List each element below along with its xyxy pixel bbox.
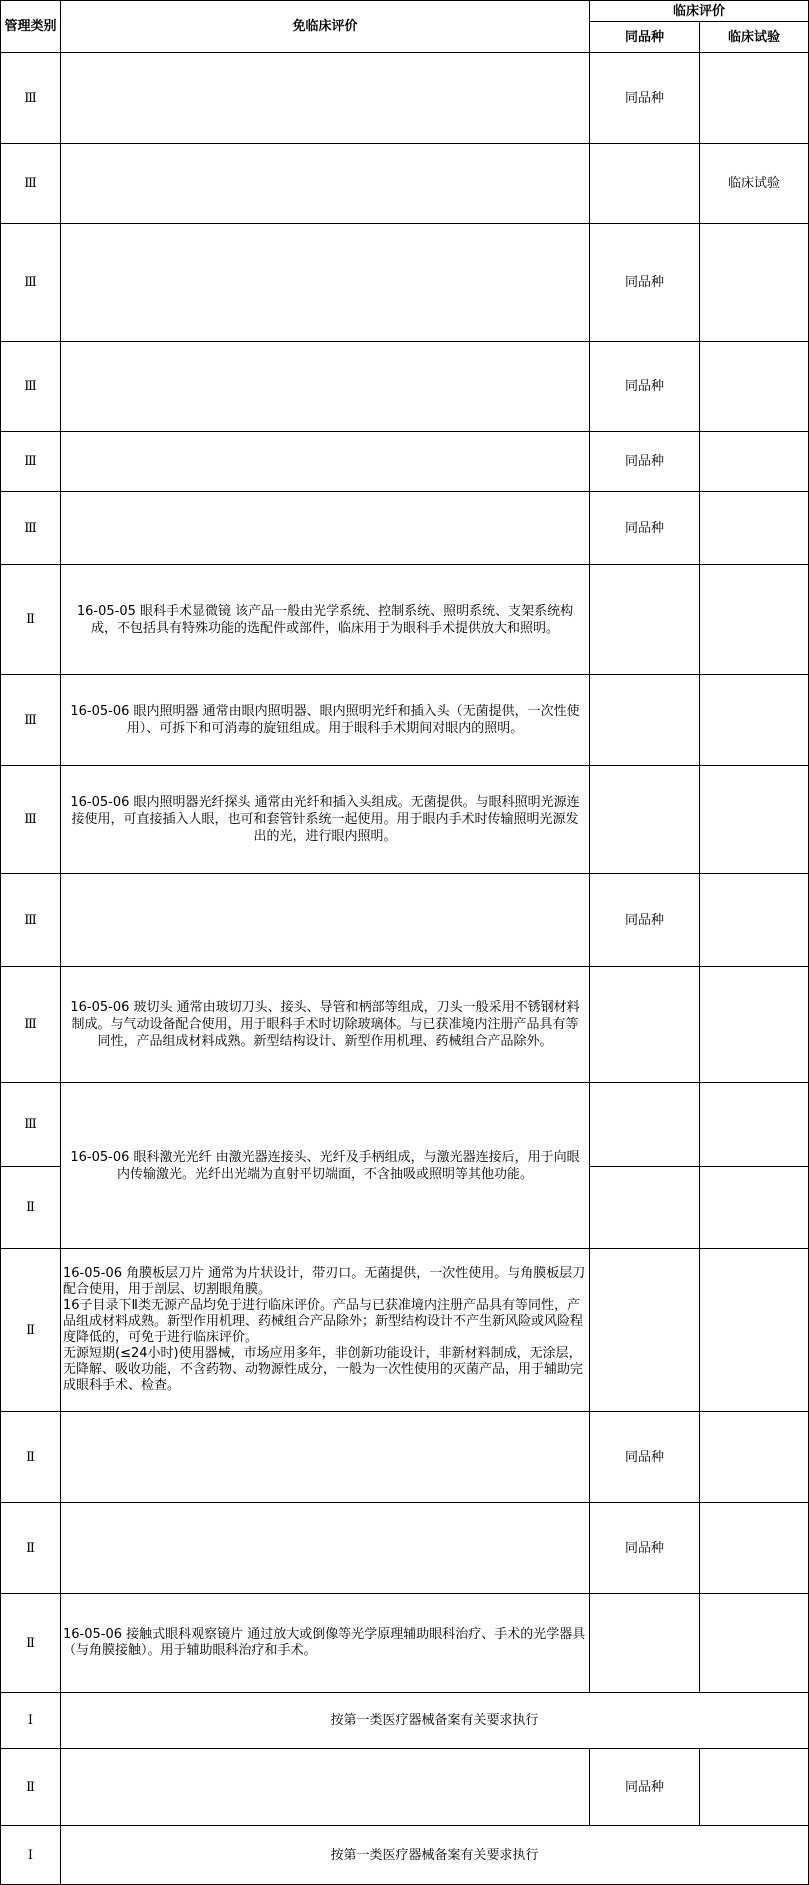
class-cell: Ⅱ bbox=[1, 1249, 61, 1412]
exempt-cell bbox=[61, 492, 590, 565]
class1-filing-note: 按第一类医疗器械备案有关要求执行 bbox=[61, 1826, 809, 1885]
class-cell: Ⅱ bbox=[1, 1594, 61, 1693]
class-cell: Ⅲ bbox=[1, 675, 61, 766]
same-variety-cell: 同品种 bbox=[590, 1412, 700, 1503]
clinical-trial-cell bbox=[700, 224, 809, 342]
table-row bbox=[1, 1749, 809, 1826]
exempt-cell bbox=[61, 1249, 590, 1412]
exempt-cell bbox=[61, 874, 590, 967]
table-row bbox=[1, 1594, 809, 1693]
exempt-line: 16子目录下Ⅱ类无源产品均免于进行临床评价。产品与已获准境内注册产品具有等同性，产品组成材料成熟。新型作用机理、药械组合产品除外；新型结构设计不产生新风险或风险程度降低的，可免于进行临床评价。 bbox=[63, 1298, 584, 1345]
table-row bbox=[1, 1249, 809, 1412]
same-variety-cell: 同品种 bbox=[590, 53, 700, 144]
table-row bbox=[1, 675, 809, 766]
clinical-trial-cell bbox=[700, 1167, 809, 1249]
clinical-trial-cell bbox=[700, 1249, 809, 1412]
same-variety-cell bbox=[590, 967, 700, 1083]
class-cell: Ⅰ bbox=[1, 1826, 61, 1885]
clinical-trial-cell bbox=[700, 1083, 809, 1167]
clinical-trial-cell bbox=[700, 1749, 809, 1826]
same-variety-cell: 同品种 bbox=[590, 1749, 700, 1826]
class-cell: Ⅱ bbox=[1, 1749, 61, 1826]
exempt-cell bbox=[61, 1749, 590, 1826]
clinical-trial-cell bbox=[700, 1594, 809, 1693]
table-row bbox=[1, 224, 809, 342]
same-variety-cell: 同品种 bbox=[590, 432, 700, 492]
class-cell: Ⅱ bbox=[1, 1167, 61, 1249]
clinical-trial-cell bbox=[700, 1503, 809, 1594]
header-mgmt-class: 管理类别 bbox=[1, 1, 61, 53]
same-variety-cell: 同品种 bbox=[590, 342, 700, 432]
clinical-trial-cell bbox=[700, 1412, 809, 1503]
same-variety-cell bbox=[590, 675, 700, 766]
class-cell: Ⅰ bbox=[1, 1693, 61, 1749]
exempt-cell bbox=[61, 1412, 590, 1503]
header-exempt-eval: 免临床评价 bbox=[61, 1, 590, 53]
class-cell: Ⅲ bbox=[1, 53, 61, 144]
clinical-trial-cell: 临床试验 bbox=[700, 144, 809, 224]
table-row bbox=[1, 565, 809, 675]
table-row bbox=[1, 342, 809, 432]
exempt-cell: 16-05-05 眼科手术显微镜 该产品一般由光学系统、控制系统、照明系统、支架系统构成，不包括具有特殊功能的选配件或部件，临床用于为眼科手术提供放大和照明。 bbox=[61, 565, 590, 675]
table-row bbox=[1, 1693, 809, 1749]
table-row bbox=[1, 144, 809, 224]
class-cell: Ⅲ bbox=[1, 1083, 61, 1167]
clinical-trial-cell bbox=[700, 766, 809, 874]
same-variety-cell: 同品种 bbox=[590, 874, 700, 967]
clinical-trial-cell bbox=[700, 565, 809, 675]
same-variety-cell bbox=[590, 766, 700, 874]
same-variety-cell bbox=[590, 144, 700, 224]
table-row bbox=[1, 967, 809, 1083]
table-row bbox=[1, 1083, 809, 1167]
class-cell: Ⅲ bbox=[1, 492, 61, 565]
class-cell: Ⅲ bbox=[1, 766, 61, 874]
exempt-cell bbox=[61, 144, 590, 224]
clinical-trial-cell bbox=[700, 675, 809, 766]
exempt-cell bbox=[61, 224, 590, 342]
class-cell: Ⅲ bbox=[1, 224, 61, 342]
same-variety-cell bbox=[590, 1083, 700, 1167]
clinical-trial-cell bbox=[700, 432, 809, 492]
exempt-cell: 16-05-06 玻切头 通常由玻切刀头、接头、导管和柄部等组成，刀头一般采用不锈钢材料制成。与气动设备配合使用，用于眼科手术时切除玻璃体。与已获准境内注册产品具有等同性，产品组成材料成熟。新型结构设计、新型作用机理、药械组合产品除外。 bbox=[61, 967, 590, 1083]
table-row bbox=[1, 53, 809, 144]
class-cell: Ⅱ bbox=[1, 1503, 61, 1594]
table-row bbox=[1, 1412, 809, 1503]
clinical-trial-cell bbox=[700, 492, 809, 565]
exempt-cell bbox=[61, 342, 590, 432]
table-row bbox=[1, 1826, 809, 1885]
table-row bbox=[1, 1503, 809, 1594]
exempt-cell: 16-05-06 眼内照明器光纤探头 通常由光纤和插入头组成。无菌提供。与眼科照明光源连接使用，可直接插入人眼，也可和套管针系统一起使用。用于眼内手术时传输照明光源发出的光，进行眼内照明。 bbox=[61, 766, 590, 874]
header-clinical-eval: 临床评价 bbox=[590, 1, 809, 22]
header-same-variety: 同品种 bbox=[590, 22, 700, 53]
class-cell: Ⅱ bbox=[1, 565, 61, 675]
clinical-trial-cell bbox=[700, 342, 809, 432]
clinical-trial-cell bbox=[700, 967, 809, 1083]
same-variety-cell bbox=[590, 1594, 700, 1693]
class-cell: Ⅱ bbox=[1, 1412, 61, 1503]
class-cell: Ⅲ bbox=[1, 874, 61, 967]
table-row bbox=[1, 766, 809, 874]
exempt-cell bbox=[61, 53, 590, 144]
exempt-cell: 16-05-06 眼科激光光纤 由激光器连接头、光纤及手柄组成，与激光器连接后，用于向眼内传输激光。光纤出光端为直射平切端面，不含抽吸或照明等其他功能。 bbox=[61, 1083, 590, 1249]
header-clinical-trial: 临床试验 bbox=[700, 22, 809, 53]
same-variety-cell: 同品种 bbox=[590, 1503, 700, 1594]
exempt-line: 无源短期(≤24小时)使用器械，市场应用多年，非创新功能设计，非新材料制成，无涂层，无降解、吸收功能，不含药物、动物源性成分，一般为一次性使用的灭菌产品，用于辅助完成眼科手术、检查。 bbox=[63, 1346, 584, 1393]
table-row bbox=[1, 432, 809, 492]
exempt-cell: 16-05-06 眼内照明器 通常由眼内照明器、眼内照明光纤和插入头（无菌提供，一次性使用）、可拆下和可消毒的旋钮组成。用于眼科手术期间对眼内的照明。 bbox=[61, 675, 590, 766]
exempt-cell bbox=[61, 1503, 590, 1594]
class-cell: Ⅲ bbox=[1, 967, 61, 1083]
class1-filing-note: 按第一类医疗器械备案有关要求执行 bbox=[61, 1693, 809, 1749]
clinical-trial-cell bbox=[700, 874, 809, 967]
same-variety-cell bbox=[590, 1167, 700, 1249]
same-variety-cell bbox=[590, 1249, 700, 1412]
table-row bbox=[1, 492, 809, 565]
same-variety-cell: 同品种 bbox=[590, 224, 700, 342]
clinical-trial-cell bbox=[700, 53, 809, 144]
exempt-line: 16-05-06 角膜板层刀片 通常为片状设计，带刃口。无菌提供，一次性使用。与角膜板层刀配合使用，用于剖层、切割眼角膜。 bbox=[63, 1266, 586, 1297]
exempt-cell bbox=[61, 432, 590, 492]
exempt-cell: 16-05-06 接触式眼科观察镜片 通过放大或倒像等光学原理辅助眼科治疗、手术的光学器具（与角膜接触）。用于辅助眼科治疗和手术。 bbox=[61, 1594, 590, 1693]
class-cell: Ⅲ bbox=[1, 432, 61, 492]
same-variety-cell: 同品种 bbox=[590, 492, 700, 565]
class-cell: Ⅲ bbox=[1, 144, 61, 224]
class-cell: Ⅲ bbox=[1, 342, 61, 432]
table-row bbox=[1, 874, 809, 967]
same-variety-cell bbox=[590, 565, 700, 675]
